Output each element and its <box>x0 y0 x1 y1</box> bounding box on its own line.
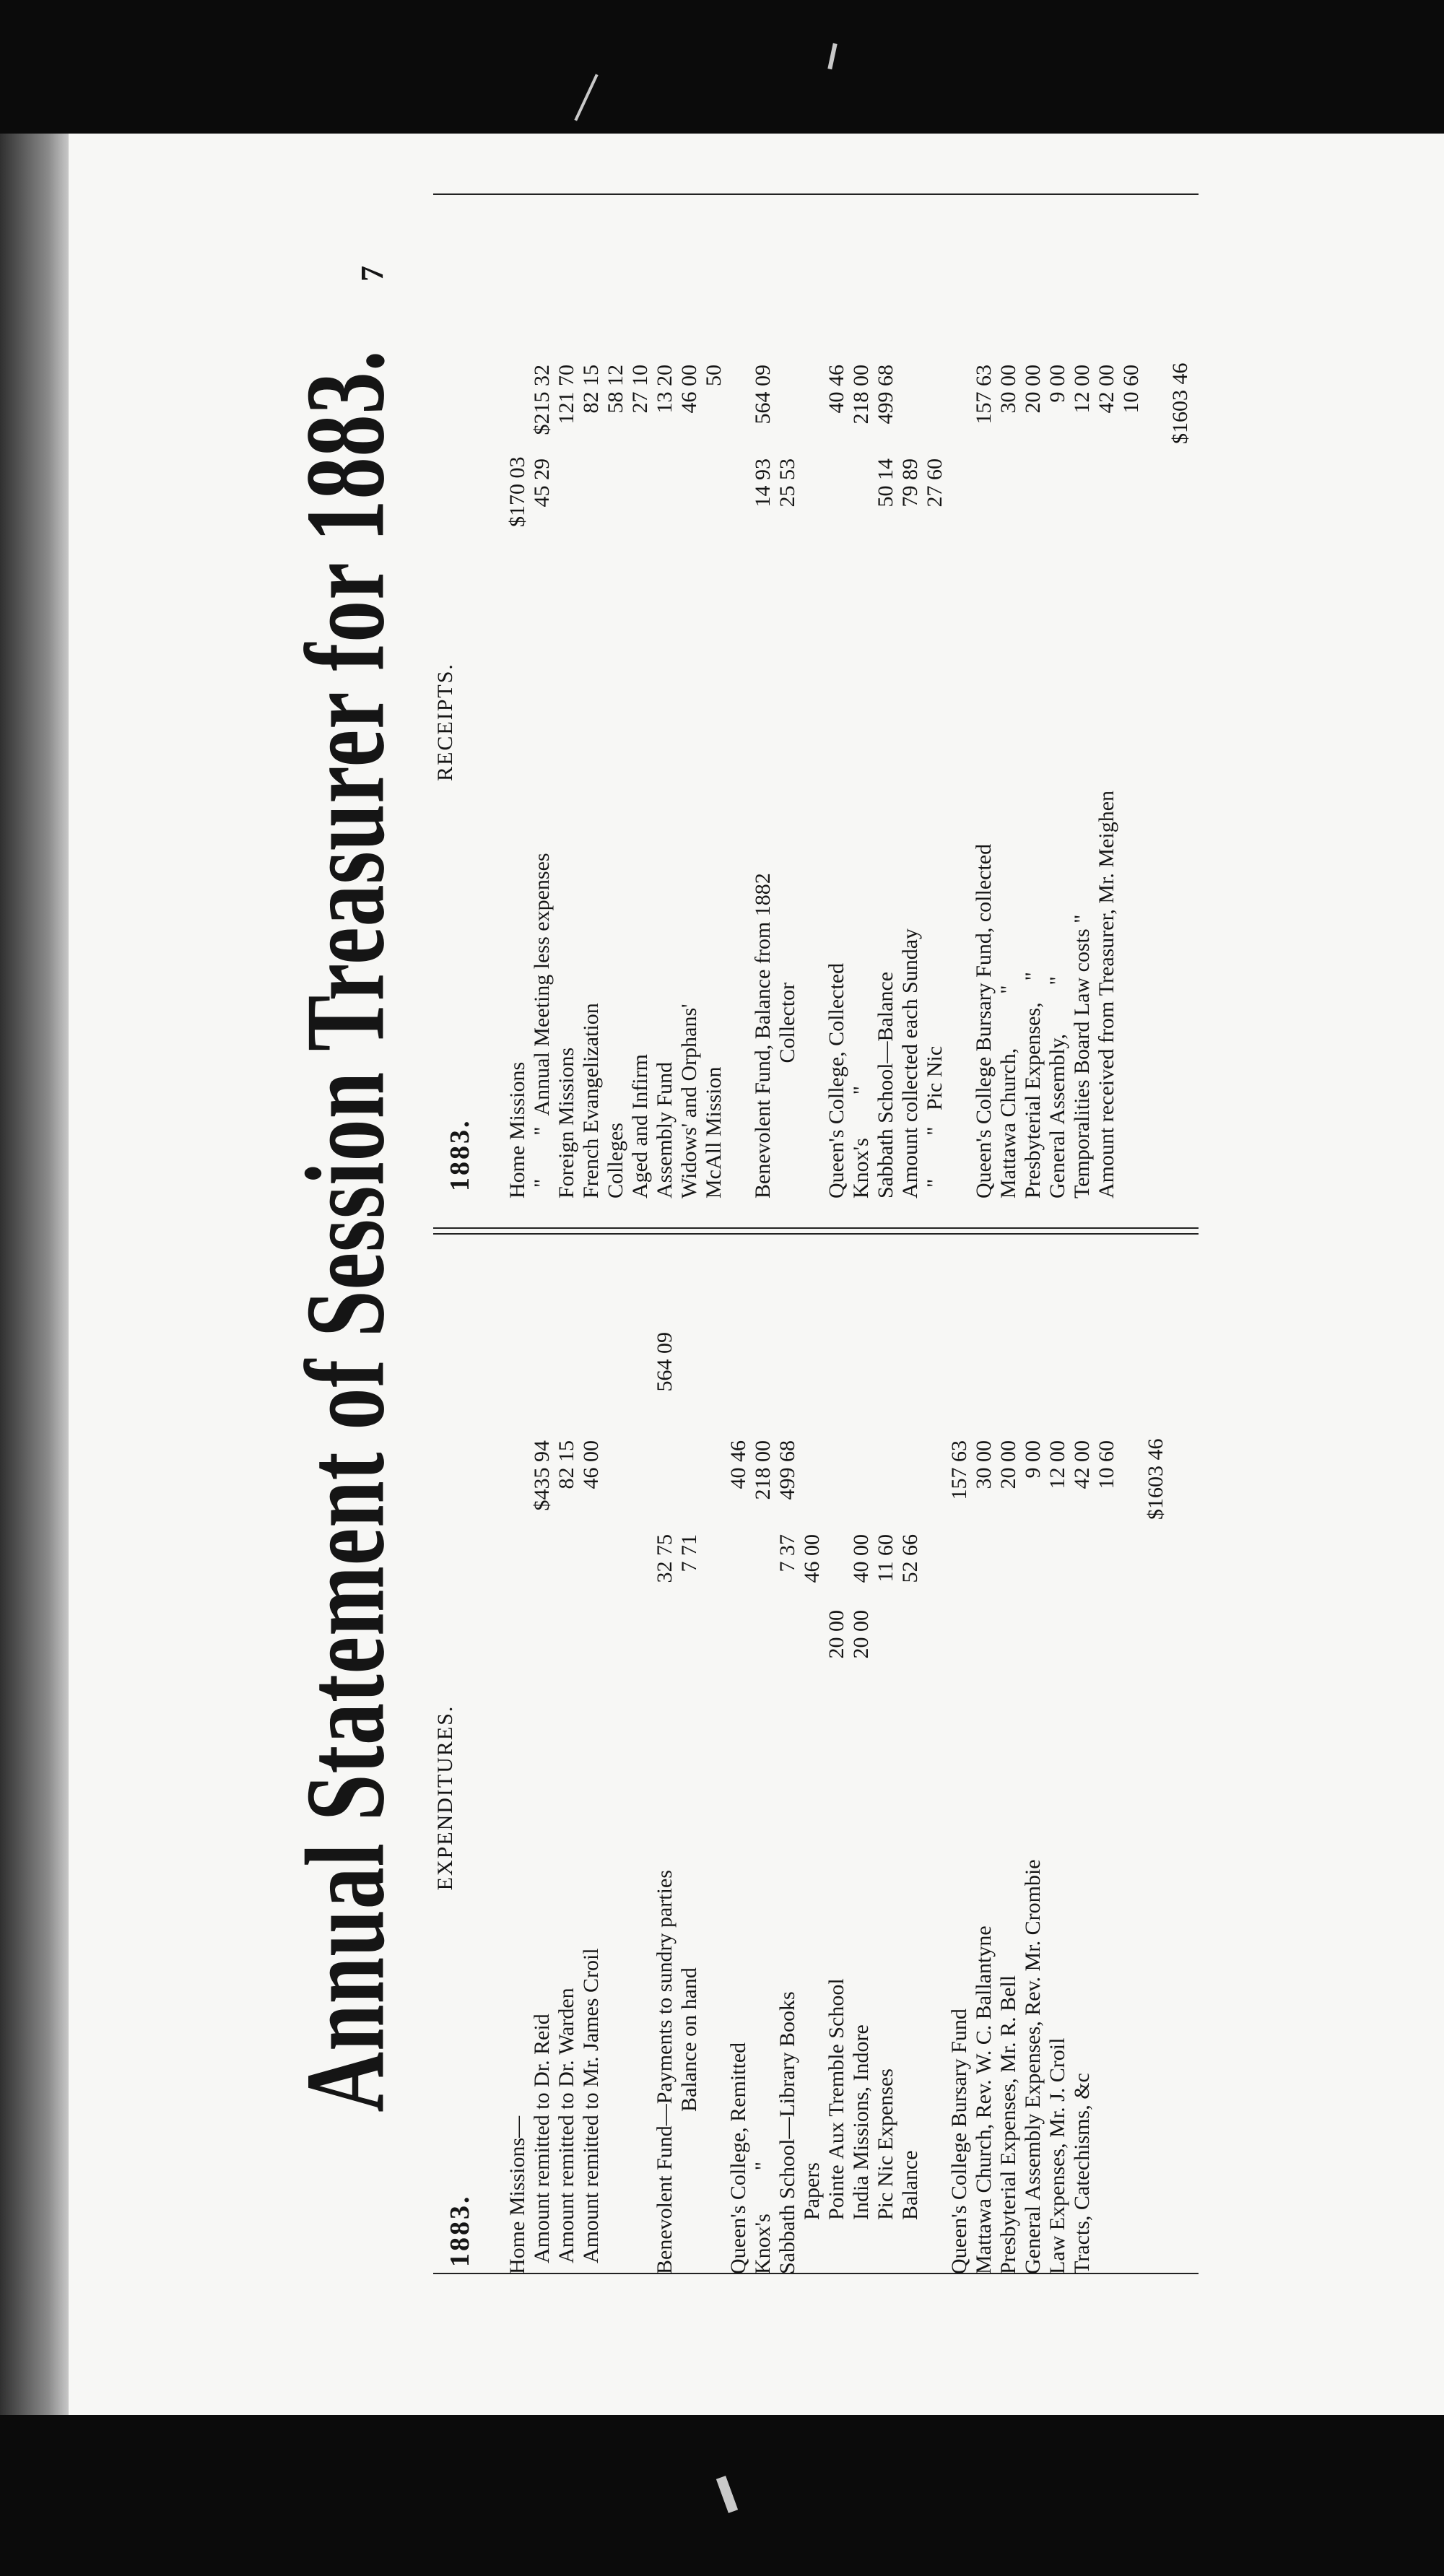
ledger-row <box>923 1321 947 2274</box>
ledger-entry-description: General Assembly Expenses, Rev. Mr. Crombie <box>1021 1859 1045 2274</box>
ledger-row <box>579 245 604 1198</box>
ledger-row <box>972 245 996 1198</box>
ledger-row <box>579 1321 604 2274</box>
ledger-entry-description: Tracts, Catechisms, &c <box>1070 2073 1094 2274</box>
ledger-entry-description: Collector <box>775 982 799 1198</box>
ledger-entry-description: Benevolent Fund, Balance from 1882 <box>751 873 775 1198</box>
page-spine-shadow <box>0 134 69 2415</box>
ledger-amount: 564 09 <box>653 1332 677 1392</box>
ledger-row <box>1070 245 1095 1198</box>
ledger-amount: 10 60 <box>1119 365 1143 414</box>
statement-page <box>282 166 1220 2296</box>
ledger-amount: $1603 46 <box>1168 362 1192 444</box>
ledger-amount: 40 00 <box>849 1534 873 1583</box>
ledger-entry-description: French Evangelization <box>579 1003 603 1198</box>
ledger-amount: 46 00 <box>800 1534 824 1583</box>
ledger-amount: 52 66 <box>898 1534 922 1583</box>
ledger-row <box>874 245 898 1198</box>
ledger-amount: 27 10 <box>628 365 652 414</box>
expenditures-rows <box>505 1321 1168 2274</box>
ledger-entry-description: Pointe Aux Tremble School <box>825 1978 848 2274</box>
ledger-entry-description: Benevolent Fund—Payments to sundry parties <box>653 1870 677 2274</box>
ledger-amount: 218 00 <box>751 1440 775 1500</box>
ledger-amount: 40 46 <box>726 1440 750 1489</box>
ledger-amount: 82 15 <box>554 1440 578 1489</box>
ledger-entry-description: Amount received from Treasurer, Mr. Meighen <box>1095 790 1118 1198</box>
receipts-heading: RECEIPTS. <box>433 663 457 781</box>
ledger-amount: $170 03 <box>505 456 529 527</box>
ledger-row <box>554 1321 579 2274</box>
ledger-amount: 30 00 <box>972 1440 996 1489</box>
ledger-amount: 30 00 <box>996 365 1020 414</box>
ledger-amount: 82 15 <box>579 365 603 414</box>
ledger-entry-description: Sabbath School—Library Books <box>775 1991 799 2274</box>
ledger-amount: $215 32 <box>530 365 554 435</box>
column-divider <box>433 1233 1199 1235</box>
page-title: Annual Statement of Session Treasurer for 1883. <box>283 349 409 2112</box>
ledger-row <box>1144 245 1168 1198</box>
ledger-amount: 58 12 <box>604 365 627 414</box>
ledger-row <box>1095 1321 1119 2274</box>
ledger-entry-description: Balance <box>898 2150 922 2274</box>
ledger-amount: 499 68 <box>775 1440 799 1500</box>
ledger-amount: 7 71 <box>677 1534 701 1572</box>
ledger-row <box>628 245 653 1198</box>
ledger-entry-description: Amount remitted to Dr. Warden <box>554 1988 578 2274</box>
ledger-row <box>726 1321 751 2274</box>
ledger-entry-description: Presbyterial Expenses, " <box>1021 972 1045 1198</box>
expenditures-year: 1883. <box>445 2194 475 2267</box>
ledger-amount: 218 00 <box>849 365 873 425</box>
ledger-amount: 157 63 <box>972 365 996 425</box>
ledger-row <box>1095 245 1119 1198</box>
ledger-amount: 25 53 <box>775 458 799 508</box>
ledger-entry-description: Knox's " <box>751 2162 775 2274</box>
ledger-row <box>604 1321 628 2274</box>
ledger-row <box>628 1321 653 2274</box>
ledger-row <box>1119 245 1144 1198</box>
column-divider-double <box>433 1227 1199 1229</box>
ledger-row <box>1119 1321 1144 2274</box>
ledger-amount: 42 00 <box>1095 365 1118 414</box>
ledger-amount: $435 94 <box>530 1440 554 1511</box>
ledger-amount: 27 60 <box>923 458 947 508</box>
ledger-amount: 79 89 <box>898 458 922 508</box>
scan-top-border <box>0 0 1444 134</box>
ledger-amount: 20 00 <box>849 1610 873 1659</box>
ledger-row <box>505 1321 530 2274</box>
ledger-row <box>751 245 775 1198</box>
ledger-row <box>554 245 579 1198</box>
ledger-row <box>1168 245 1193 1198</box>
ledger-entry-description: Widows' and Orphans' <box>677 1004 701 1198</box>
ledger-amount: 20 00 <box>1021 365 1045 414</box>
expenditures-header <box>426 1321 505 2274</box>
ledger-row <box>923 245 947 1198</box>
ledger-row <box>947 1321 972 2274</box>
ledger-entry-description: Papers <box>800 2162 824 2274</box>
ledger-row <box>775 1321 800 2274</box>
ledger-row <box>775 245 800 1198</box>
ledger-row <box>972 1321 996 2274</box>
ledger-row <box>825 1321 849 2274</box>
expenditures-column <box>426 1321 1206 2274</box>
ledger-amount: 46 00 <box>677 365 701 414</box>
ledger-amount: 32 75 <box>653 1534 677 1583</box>
ledger-row <box>604 245 628 1198</box>
ledger-row <box>702 245 726 1198</box>
ledger-amount: 50 <box>702 365 726 386</box>
ledger-amount: 157 63 <box>947 1440 971 1500</box>
ledger-row <box>726 245 751 1198</box>
ledger-entry-description: Law Expenses, Mr. J. Croil <box>1045 2037 1069 2274</box>
ledger-entry-description: Assembly Fund <box>653 1061 677 1198</box>
ledger-row <box>677 245 702 1198</box>
ledger-row <box>947 245 972 1198</box>
ledger-row <box>1045 1321 1070 2274</box>
ledger-row <box>1144 1321 1168 2274</box>
ledger-amount: 7 37 <box>775 1534 799 1572</box>
ledger-entry-description: " " Pic Nic <box>923 1045 947 1198</box>
ledger-amount: 10 60 <box>1095 1440 1118 1489</box>
ledger-entry-description: India Missions, Indore <box>849 2024 873 2274</box>
ledger-row <box>530 1321 554 2274</box>
ledger-entry-description: Queen's College Bursary Fund <box>947 2009 971 2274</box>
ledger-row <box>849 1321 874 2274</box>
ledger-entry-description: Foreign Missions <box>554 1047 578 1198</box>
ledger-entry-description: McAll Mission <box>702 1066 726 1198</box>
statement-columns <box>426 180 1206 2274</box>
expenditures-heading: EXPENDITURES. <box>433 1705 457 1891</box>
ledger-row <box>1045 245 1070 1198</box>
ledger-entry-description: Colleges <box>604 1123 627 1198</box>
ledger-amount: 14 93 <box>751 458 775 508</box>
ledger-row <box>1070 1321 1095 2274</box>
ledger-entry-description: Amount collected each Sunday <box>898 928 922 1198</box>
ledger-row <box>800 1321 825 2274</box>
receipts-header <box>426 245 505 1198</box>
ledger-entry-description: Pic Nic Expenses <box>874 2068 897 2274</box>
ledger-entry-description: Amount remitted to Dr. Reid <box>530 2014 554 2274</box>
ledger-entry-description: Aged and Infirm <box>628 1054 652 1198</box>
ledger-entry-description: Mattawa Church, " <box>996 985 1020 1198</box>
receipts-year: 1883. <box>445 1118 475 1191</box>
ledger-entry-description: Sabbath School—Balance <box>874 971 897 1198</box>
ledger-entry-description: Temporalities Board Law costs " <box>1070 914 1094 1198</box>
ledger-row <box>677 1321 702 2274</box>
ledger-amount: 9 00 <box>1045 365 1069 403</box>
ledger-row <box>530 245 554 1198</box>
ledger-row <box>1021 1321 1045 2274</box>
ledger-amount: 45 29 <box>530 458 554 508</box>
ledger-amount: 20 00 <box>825 1610 848 1659</box>
ledger-entry-description: Home Missions— <box>505 2115 529 2274</box>
ledger-row <box>800 245 825 1198</box>
ledger-amount: 499 68 <box>874 365 897 425</box>
ledger-entry-description: Amount remitted to Mr. James Croil <box>579 1948 603 2274</box>
ledger-amount: 11 60 <box>874 1534 897 1583</box>
ledger-row <box>996 1321 1021 2274</box>
ledger-row <box>996 245 1021 1198</box>
ledger-entry-description: Queen's College Bursary Fund, collected <box>972 843 996 1198</box>
ledger-row <box>849 245 874 1198</box>
ledger-entry-description: Home Missions <box>505 1061 529 1198</box>
ledger-row <box>874 1321 898 2274</box>
ledger-amount: $1603 46 <box>1144 1438 1167 1520</box>
ledger-amount: 121 70 <box>554 365 578 425</box>
ledger-amount: 50 14 <box>874 458 897 508</box>
ledger-row <box>898 1321 923 2274</box>
receipts-rows <box>505 245 1193 1198</box>
ledger-row <box>505 245 530 1198</box>
ledger-amount: 42 00 <box>1070 1440 1094 1489</box>
ledger-entry-description: Queen's College, Collected <box>825 962 848 1198</box>
ledger-row <box>825 245 849 1198</box>
ledger-row <box>751 1321 775 2274</box>
ledger-row <box>653 1321 677 2274</box>
ledger-amount: 564 09 <box>751 365 775 425</box>
ledger-amount: 13 20 <box>653 365 677 414</box>
ledger-entry-description: " " Annual Meeting less expenses <box>530 853 554 1198</box>
column-rule-right <box>433 193 1199 195</box>
ledger-entry-description: Queen's College, Remitted <box>726 2042 750 2274</box>
ledger-entry-description: General Assembly, " <box>1045 976 1069 1198</box>
receipts-column <box>426 245 1206 1198</box>
ledger-amount: 12 00 <box>1070 365 1094 414</box>
ledger-amount: 40 46 <box>825 365 848 414</box>
ledger-row <box>653 245 677 1198</box>
ledger-amount: 12 00 <box>1045 1440 1069 1489</box>
ledger-row <box>702 1321 726 2274</box>
ledger-amount: 20 00 <box>996 1440 1020 1489</box>
ledger-amount: 9 00 <box>1021 1440 1045 1479</box>
ledger-entry-description: Mattawa Church, Rev. W. C. Ballantyne <box>972 1926 996 2274</box>
ledger-amount: 46 00 <box>579 1440 603 1489</box>
ledger-entry-description: Presbyterial Expenses, Mr. R. Bell <box>996 1975 1020 2274</box>
ledger-row <box>898 245 923 1198</box>
ledger-entry-description: Knox's " <box>849 1086 873 1198</box>
ledger-row <box>1021 245 1045 1198</box>
ledger-entry-description: Balance on hand <box>677 1967 701 2274</box>
page-number: 7 <box>355 266 390 282</box>
